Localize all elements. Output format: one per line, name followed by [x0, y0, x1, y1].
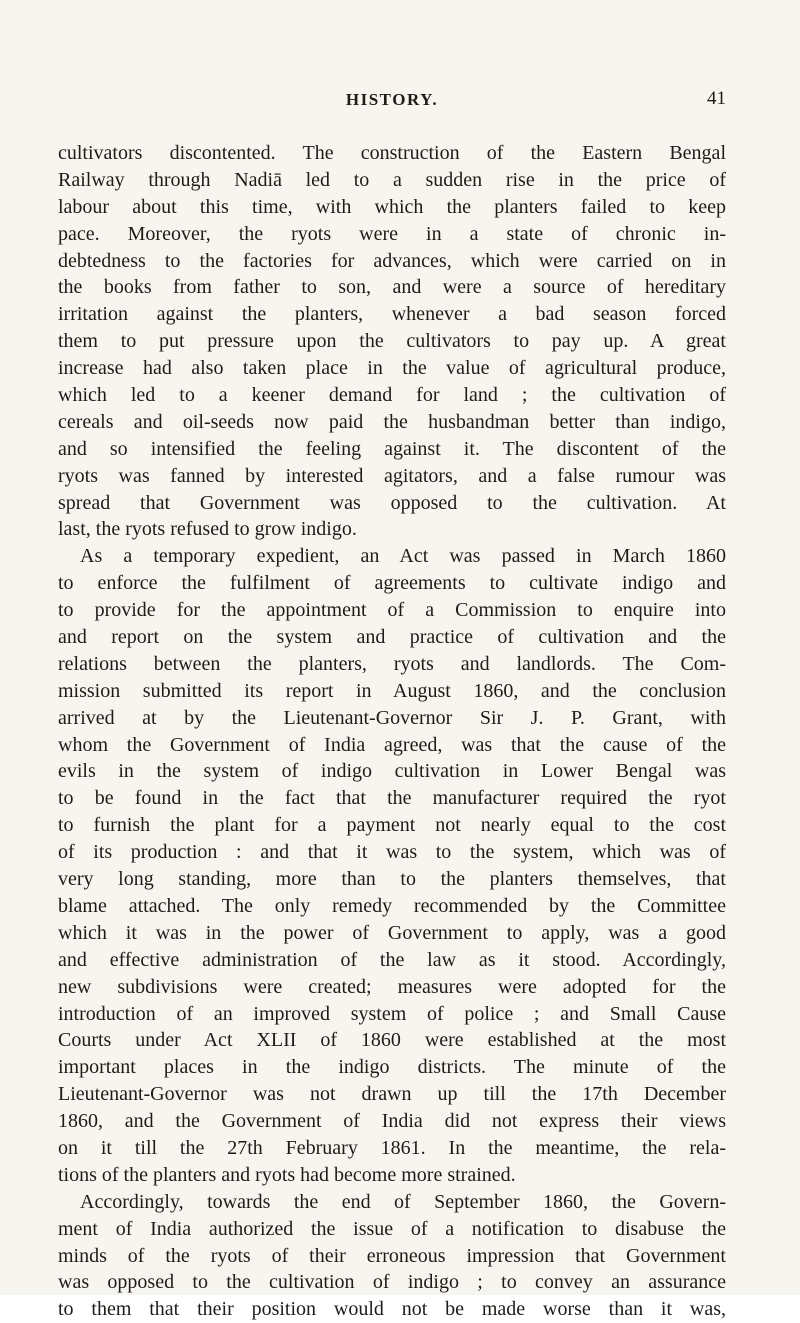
text-line: tions of the planters and ryots had become more strained. [58, 1163, 516, 1186]
text-line: labour about this time, with which the planters failed to keep [58, 195, 726, 218]
text-line: irritation against the planters, whenever a bad season forced [58, 303, 726, 326]
text-line: Lieutenant-Governor was not drawn up till the 17th December [58, 1083, 726, 1106]
text-line: ryots was fanned by interested agitators, and a false rumour was [58, 464, 726, 487]
running-head [58, 88, 726, 114]
text-line: the books from father to son, and were a source of hereditary [58, 276, 726, 299]
text-line: pace. Moreover, the ryots were in a state of chronic in- [58, 222, 726, 245]
body-text [58, 140, 726, 1323]
text-line: and so intensified the feeling against it. The discontent of the [58, 437, 726, 460]
text-line: whom the Government of India agreed, was that the cause of the [58, 733, 726, 756]
text-line: relations between the planters, ryots and landlords. The Com- [58, 652, 726, 675]
text-line: introduction of an improved system of police ; and Small Cause [58, 1002, 726, 1025]
text-line: very long standing, more than to the planters themselves, that [58, 868, 726, 891]
text-line: arrived at by the Lieutenant-Governor Sir J. P. Grant, with [58, 706, 726, 729]
text-line: them to put pressure upon the cultivators to pay up. A great [58, 330, 726, 353]
text-line: ment of India authorized the issue of a notification to disabuse the [58, 1217, 726, 1240]
text-line: Railway through Nadiā led to a sudden rise in the price of [58, 168, 726, 191]
text-line: mission submitted its report in August 1860, and the conclusion [58, 679, 726, 702]
text-line: new subdivisions were created; measures were adopted for the [58, 975, 726, 998]
page-number: 41 [707, 88, 726, 109]
text-line: important places in the indigo districts. The minute of the [58, 1056, 726, 1079]
text-line: was opposed to the cultivation of indigo ; to convey an assurance [58, 1271, 726, 1294]
text-line: to them that their position would not be made worse than it was, [58, 1298, 726, 1321]
text-line: to furnish the plant for a payment not nearly equal to the cost [58, 814, 726, 837]
text-line: to enforce the fulfilment of agreements to cultivate indigo and [58, 572, 726, 595]
text-line: to be found in the fact that the manufacturer required the ryot [58, 787, 726, 810]
text-line: which it was in the power of Government to apply, was a good [58, 921, 726, 944]
text-line: and effective administration of the law as it stood. Accordingly, [58, 948, 726, 971]
text-line: to provide for the appointment of a Commission to enquire into [58, 599, 726, 622]
text-line: cereals and oil-seeds now paid the husbandman better than indigo, [58, 410, 726, 433]
text-line: of its production : and that it was to the system, which was of [58, 841, 726, 864]
text-line: and report on the system and practice of cultivation and the [58, 626, 726, 649]
text-line: 1860, and the Government of India did not express their views [58, 1110, 726, 1133]
text-line: spread that Government was opposed to the cultivation. At [58, 491, 726, 514]
text-line: which led to a keener demand for land ; the cultivation of [58, 384, 726, 407]
text-line: evils in the system of indigo cultivation in Lower Bengal was [58, 760, 726, 783]
text-line: blame attached. The only remedy recommended by the Committee [58, 894, 726, 917]
text-line: minds of the ryots of their erroneous impression that Government [58, 1244, 726, 1267]
text-line: last, the ryots refused to grow indigo. [58, 518, 357, 541]
text-line: Accordingly, towards the end of September 1860, the Govern- [80, 1190, 726, 1213]
text-line: increase had also taken place in the value of agricultural produce, [58, 357, 726, 380]
text-line: debtedness to the factories for advances, which were carried on in [58, 249, 726, 272]
text-line: cultivators discontented. The construction of the Eastern Bengal [58, 142, 726, 164]
text-line: on it till the 27th February 1861. In the meantime, the rela- [58, 1136, 726, 1159]
text-line: Courts under Act XLII of 1860 were established at the most [58, 1029, 726, 1052]
running-title: HISTORY. [345, 90, 439, 109]
text-line: As a temporary expedient, an Act was passed in March 1860 [80, 545, 726, 568]
